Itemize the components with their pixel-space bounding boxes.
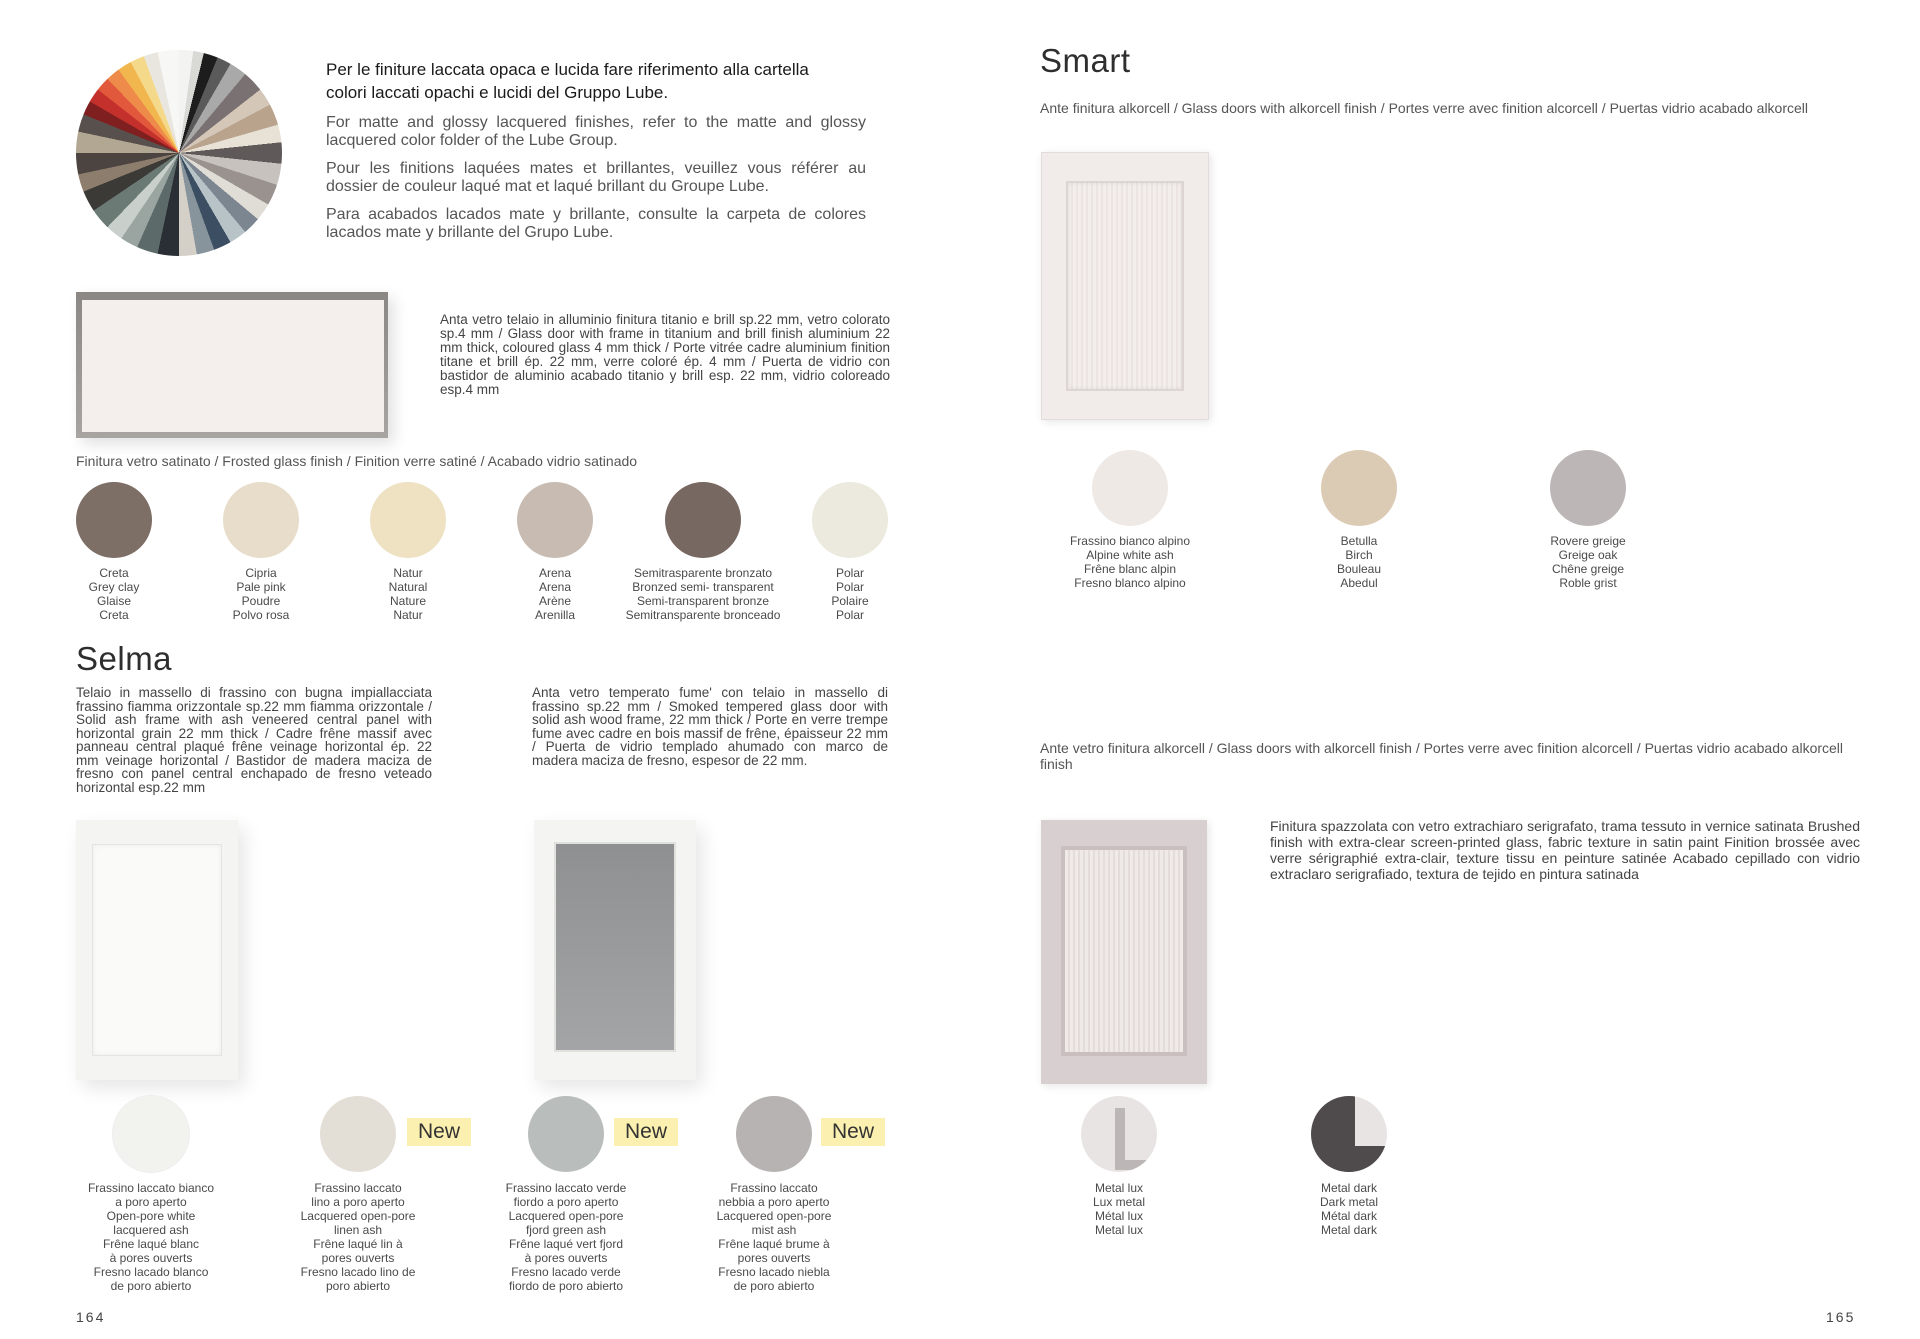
swatch-metal-lux-caption: Metal lux Lux metal Métal lux Metal lux (1092, 1181, 1146, 1237)
swatch-frassino-bianco-alpino-caption: Frassino bianco alpino Alpine white ash Frêne blanc alpin Fresno blanco alpino (1069, 534, 1191, 590)
swatch-creta-caption: Creta Grey clay Glaise Creta (88, 566, 140, 622)
page-number-left: 164 (76, 1309, 106, 1325)
new-badge: New (407, 1118, 471, 1146)
swatch-cipria-caption: Cipria Pale pink Poudre Polvo rosa (232, 566, 290, 622)
swatch-natur (370, 482, 446, 558)
swatch-rovere-greige (1550, 450, 1626, 526)
swatch-metal-lux (1081, 1096, 1157, 1172)
selma-glass-door (534, 820, 696, 1080)
swatch-arena (517, 482, 593, 558)
swatch-semitrasparente-bronzato (665, 482, 741, 558)
intro-french: Pour les finitions laquées mates et brillantes, veuillez vous référer au dossier de couleur laqué mat et laqué brillant du Groupe Lube. (326, 160, 866, 195)
page-number-right: 165 (1826, 1309, 1856, 1325)
smart-door (1041, 152, 1209, 420)
swatch-frassino-bianco-alpino (1092, 450, 1168, 526)
smart-title: Smart (1040, 42, 1131, 79)
swatch-rovere-greige-caption: Rovere greige Greige oak Chêne greige Roble grist (1550, 534, 1626, 590)
intro-spanish: Para acabados lacados mate y brillante, consulte la carpeta de colores lacados mate y brillante del Grupo Lube. (326, 206, 866, 241)
swatch-frassino-nebbia (736, 1096, 812, 1172)
intro-english: For matte and glossy lacquered finishes, refer to the matte and glossy lacquered color folder of the Lube Group. (326, 114, 866, 149)
swatch-frassino-verde-fiordo (528, 1096, 604, 1172)
swatch-frassino-nebbia-caption: Frassino laccato nebbia a poro aperto Lacquered open-pore mist ash Frêne laqué brume à pores ouverts Fresno lacado niebla de poro abierto (716, 1181, 832, 1293)
swatch-arena-caption: Arena Arena Arène Arenilla (534, 566, 576, 622)
new-badge: New (614, 1118, 678, 1146)
color-wheel (76, 50, 282, 256)
swatch-creta (76, 482, 152, 558)
swatch-natur-caption: Natur Natural Nature Natur (388, 566, 428, 622)
swatch-frassino-bianco (113, 1096, 189, 1172)
swatch-frassino-verde-fiordo-caption: Frassino laccato verde fiordo a poro aperto Lacquered open-pore fjord green ash Frêne laqué vert fjord à pores ouverts Fresno lacado verde fiordo de poro abierto (505, 1181, 627, 1293)
swatch-betulla (1321, 450, 1397, 526)
smart-subtitle: Ante finitura alkorcell / Glass doors with alkorcell finish / Portes verre avec finition alcorcell / Puertas vidrio acabado alkorcell (1040, 100, 1809, 116)
swatch-polar (812, 482, 888, 558)
frosted-glass-finish-label: Finitura vetro satinato / Frosted glass finish / Finition verre satiné / Acabado vidrio satinado (76, 453, 638, 469)
swatch-betulla-caption: Betulla Birch Bouleau Abedul (1336, 534, 1382, 590)
swatch-metal-dark-caption: Metal dark Dark metal Métal dark Metal dark (1319, 1181, 1378, 1237)
selma-description-right: Anta vetro temperato fume' con telaio in massello di frassino sp.22 mm / Smoked tempered glass door with solid ash wood frame, 22 mm thick / Porte en verre trempe fume avec cadre en bois massif de frêne, épaisseur 22 mm / Puerta de vidrio templado ahumado con marco de madera maciza de fresno, espesor de 22 mm. (532, 685, 888, 768)
smart-glass-door (1041, 820, 1207, 1084)
glass-door-description: Anta vetro telaio in alluminio finitura titanio e brill sp.22 mm, vetro colorato sp.4 mm / Glass door with frame in titanium and brill finish aluminium 22 mm thick, coloured glass 4 mm thick / Porte vitrée cadre aluminium finition titane et brill ép. 22 mm, verre coloré ép. 4 mm / Puerta de vidrio con bastidor de aluminio acabado titanio y brill esp. 22 mm, vidrio coloreado esp.4 mm (440, 312, 890, 397)
swatch-frassino-lino-caption: Frassino laccato lino a poro aperto Lacquered open-pore linen ash Frêne laqué lin à pores ouverts Fresno lacado lino de poro abierto (300, 1181, 416, 1293)
intro-italian: Per le finiture laccata opaca e lucida fare riferimento alla cartella colori laccati opachi e lucidi del Gruppo Lube. (326, 60, 809, 102)
swatch-metal-dark (1311, 1096, 1387, 1172)
swatch-frassino-bianco-caption: Frassino laccato bianco a poro aperto Open-pore white lacquered ash Frêne laqué blanc à pores ouverts Fresno lacado blanco de poro abierto (87, 1181, 215, 1293)
swatch-cipria (223, 482, 299, 558)
selma-panel-door (76, 820, 238, 1080)
new-badge: New (821, 1118, 885, 1146)
selma-title: Selma (76, 640, 173, 677)
glass-door-panel (76, 292, 388, 438)
swatch-frassino-lino (320, 1096, 396, 1172)
smart-glass-description: Finitura spazzolata con vetro extrachiaro serigrafato, trama tessuto in vernice satinata Brushed finish with extra-clear screen-printed glass, fabric texture in satin paint Finition brossée avec verre sérigraphié extra-clair, texture tissu en peinture satinée Acabado cepillado con vidrio extraclaro serigrafiado, textura de tejido en pintura satinada (1270, 818, 1860, 882)
smart-glass-label: Ante vetro finitura alkorcell / Glass doors with alkorcell finish / Portes verre avec finition alcorcell / Puertas vidrio acabado alkorcell finish (1040, 740, 1844, 772)
swatch-polar-caption: Polar Polar Polaire Polar (831, 566, 869, 622)
selma-description-left: Telaio in massello di frassino con bugna impiallacciata frassino fiamma orizzontale sp.22 mm fiamma orizzontale / Solid ash frame with ash veneered central panel with horizontal grain 22 mm thick / Cadre frêne massif avec panneau central plaqué frêne veinage horizontal ép. 22 mm veinage horizontal / Bastidor de madera maciza de fresno con panel central enchapado de fresno veteado horizontal esp.22 mm (76, 685, 432, 795)
swatch-semitrasparente-bronzato-caption: Semitrasparente bronzato Bronzed semi- transparent Semi-transparent bronze Semitransparente bronceado (625, 566, 781, 622)
